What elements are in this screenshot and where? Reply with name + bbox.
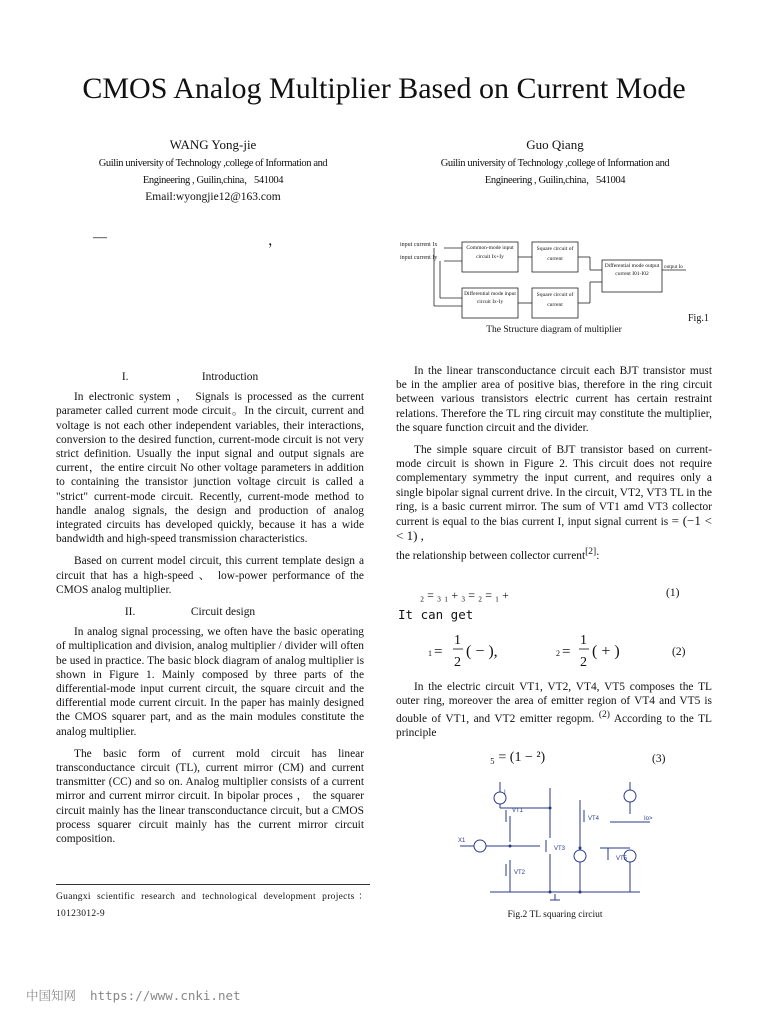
author-email: Email:wyongjie12@163.com (145, 191, 281, 203)
section-title: Circuit design (190, 606, 256, 619)
paragraph-text: According to the TL principle (396, 713, 713, 740)
paragraph-text: The simple square circuit of BJT transistor based on current-mode circuit is shown in Figure 2. This circuit does not require complementary symmetry the input current, and requires only a single bipolar signal current drive. In the circuit, VT2, VT3 TL in the ring, is a basic current mirror. The sum of VT1 amd VT3 collector current is equal to the bias current I, input signal current is (396, 444, 712, 529)
author-block-right (390, 137, 720, 189)
svg-text:( + ): ( + ) (592, 643, 620, 660)
fig2-label-vt5: VT5 (616, 856, 628, 862)
equation-3-number: (3) (652, 753, 666, 765)
equation-2-number: (2) (672, 646, 686, 658)
fig2-label-out: Io> (644, 816, 653, 822)
author-name: WANG Yong-jie (169, 137, 257, 152)
fig1-box-square2-label: Square circuit of current (536, 292, 574, 308)
section-heading-circuit-design (56, 605, 364, 619)
reference: [2] (585, 547, 597, 558)
figure1-label: Fig.1 (688, 313, 709, 324)
watermark-url: https://www.cnki.net (90, 988, 241, 1003)
figure2-schematic (450, 782, 676, 906)
inline-equation: = (−1 < < 1) , (396, 513, 712, 544)
svg-text:( − ),: ( − ), (466, 643, 498, 660)
section-number: II. (124, 606, 136, 619)
svg-text:1: 1 (580, 633, 587, 648)
paragraph: The basic form of current mold circuit has linear transconductance circuit (TL), current mirror (CM) and current transmitter (CC) and so on. Analog multiplier consists of a current mirror and current mirror circuit. In bipolar proces ， the squarer circuit mainly has the linear transconductance circuit, but a CMOS process squarer circuit mainly has the current mirror circuit composition. (56, 747, 364, 846)
paragraph: In electronic system ， Signals is processed as the current parameter called current mode circuit。In the circuit, current and voltage is not each other independent variables, their interactions, conversion to the desired function, current-mode circuit is not very strict definition. Usually the input signal and output signals are current，the entire circuit No other voltage parameters in addition to containing the transistor junction voltage circuit is called a "strict" current-mode circuit. Recently, current-mode method to handle analog signals, the design and production of analog integrated circuits has developed quickly, because it has a wide bandwidth and high-speed transmission characteristics. (56, 391, 364, 546)
paragraph (396, 443, 712, 544)
footnote-rule (56, 884, 370, 885)
cnki-watermark (26, 986, 241, 1004)
equation-3: ₅ = (1 − ²) (490, 750, 546, 765)
it-can-get: It can get (398, 607, 474, 622)
figure1-block-diagram (396, 236, 716, 326)
svg-text:2: 2 (454, 655, 461, 670)
paper-title: CMOS Analog Multiplier Based on Current Mode (82, 72, 686, 105)
svg-text:=: = (434, 644, 443, 660)
author-affiliation-line2: Engineering , Guilin,china，541004 (142, 175, 284, 186)
svg-text:1: 1 (454, 633, 461, 648)
section-title: Introduction (201, 371, 259, 383)
fig1-box-square1-label: Square circuit of current (536, 246, 574, 262)
svg-text:2: 2 (556, 649, 560, 658)
fig1-input1-label: input current Ix (400, 242, 438, 248)
svg-text:1: 1 (428, 649, 432, 658)
fig2-label-x1: X1 (458, 838, 466, 844)
fig1-box-common-label: Common-mode input circuit Ix+Iy (466, 245, 514, 260)
stray-comma: ， (268, 234, 282, 249)
watermark-cn: 中国知网 (26, 988, 77, 1003)
equation-1-number: (1) (666, 587, 680, 599)
figure1-caption: The Structure diagram of multiplier (486, 325, 622, 335)
fig1-box-diff-label: Differential mode input circuit Ix-Iy (464, 291, 516, 305)
fig2-label-vt1: VT1 (512, 808, 524, 814)
paragraph: In the linear transconductance circuit each BJT transistor must be in the amplier area of positive bias, therefore in the ring circuit between various transistors electric current has certain restraint relations. Therefore the TL ring circuit may constitute the multiplier, the square function circuit and the divider. (396, 365, 712, 434)
fig2-label-vt3: VT3 (554, 846, 566, 852)
author-affiliation-line1: Guilin university of Technology ,college of Information and (98, 158, 328, 169)
paragraph: the relationship between collector current[2]: (396, 547, 600, 563)
section-heading-introduction (56, 370, 364, 384)
author-affiliation-line2: Engineering , Guilin,china，541004 (484, 175, 626, 186)
equation-1: ₂ = ₃ ₁ + ₃ = ₂ = ₁ + (420, 588, 509, 602)
figure2-caption: Fig.2 TL squaring circiut (507, 910, 603, 920)
paragraph-block (396, 680, 712, 741)
paragraph: Based on current model circuit, this current template design a circuit that has a high-speed 、 low-power performance of the CMOS analog multiplier. (56, 555, 364, 596)
fig2-label-vt2: VT2 (514, 870, 526, 876)
fig1-box-output-label: Differential mode output current I01-I02 (604, 263, 660, 277)
fig2-label-vt4: VT4 (588, 816, 600, 822)
stray-dash: — (93, 230, 107, 245)
fig1-input2-label: input current Iy (400, 255, 438, 261)
fig2-label-i: I (504, 790, 506, 796)
reference: (2) (598, 710, 610, 721)
fig1-output-label: output Io (664, 264, 683, 270)
author-affiliation-line1: Guilin university of Technology ,college of Information and (440, 158, 670, 169)
paragraph (396, 680, 712, 741)
author-name: Guo Qiang (526, 137, 584, 152)
paragraph-text: the relationship between collector current (396, 550, 586, 563)
section-number: I. (121, 371, 129, 383)
author-block-left (48, 137, 378, 205)
svg-text:=: = (562, 644, 571, 660)
svg-text:2: 2 (580, 655, 587, 670)
equation-2 (428, 630, 668, 672)
paragraph-text: In the electric circuit VT1, VT2, VT4, VT5 composes the TL outer ring, moreover the area of emitter region of VT4 and VT5 is double of VT1, and VT2 emitter regopm. (396, 681, 712, 726)
left-column (56, 364, 364, 854)
right-column (396, 364, 712, 563)
paragraph: In analog signal processing, we often have the basic operating of multiplication and division, analog multiplier / divider will often be used in practice. The basic block diagram of analog multiplier is shown in Figure 1. Mainly composed by three parts of the differential-mode input current circuit, the square circuit and the differential mode current circuit. In the paper has mainly designed the CMOS squarer part, and as the main modules constitute the analog multiplier. (56, 626, 364, 738)
footnote: Guangxi scientific research and technological development projects：10123012-9 (56, 892, 368, 919)
